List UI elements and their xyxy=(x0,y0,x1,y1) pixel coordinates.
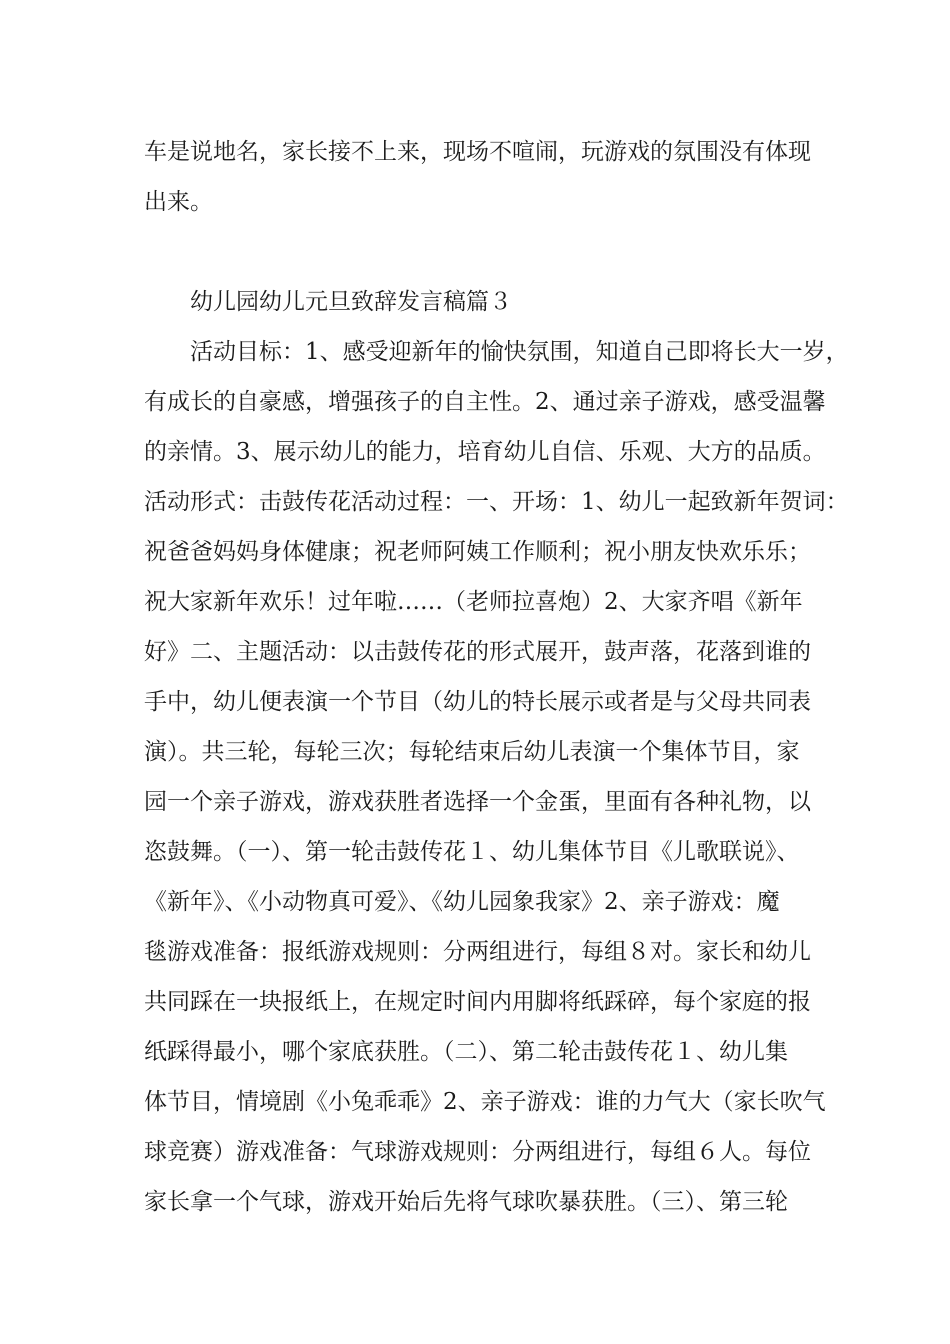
body-line-1: 活动目标：1、感受迎新年的愉快氛围，知道自己即将长大一岁， xyxy=(190,339,849,365)
body-line-4: 活动形式：击鼓传花活动过程：一、开场：1、幼儿一起致新年贺词： xyxy=(144,489,849,515)
body-line-14: 共同踩在一块报纸上，在规定时间内用脚将纸踩碎，每个家庭的报 xyxy=(144,989,811,1015)
body-line-17: 球竞赛）游戏准备：气球游戏规则：分两组进行，每组６人。每位 xyxy=(144,1139,811,1165)
body-line-10: 园一个亲子游戏，游戏获胜者选择一个金蛋，里面有各种礼物，以 xyxy=(144,789,811,815)
body-line-13: 毯游戏准备：报纸游戏规则：分两组进行，每组８对。家长和幼儿 xyxy=(144,939,811,965)
continuation-line-2: 出来。 xyxy=(144,189,213,215)
section-title: 幼儿园幼儿元旦致辞发言稿篇３ xyxy=(190,289,512,315)
body-line-3: 的亲情。3、展示幼儿的能力，培育幼儿自信、乐观、大方的品质。 xyxy=(144,439,826,465)
body-line-5: 祝爸爸妈妈身体健康；祝老师阿姨工作顺利；祝小朋友快欢乐乐； xyxy=(144,539,811,565)
body-line-11: 恣鼓舞。（一）、第一轮击鼓传花１、幼儿集体节目《儿歌联说》、 xyxy=(144,839,800,865)
body-line-8: 手中，幼儿便表演一个节目（幼儿的特长展示或者是与父母共同表 xyxy=(144,689,811,715)
body-line-2: 有成长的自豪感，增强孩子的自主性。2、通过亲子游戏，感受温馨 xyxy=(144,389,826,415)
body-line-15: 纸踩得最小，哪个家底获胜。（二）、第二轮击鼓传花１、幼儿集 xyxy=(144,1039,788,1065)
body-line-16: 体节目，情境剧《小兔乖乖》2、亲子游戏：谁的力气大（家长吹气 xyxy=(144,1089,826,1115)
body-line-18: 家长拿一个气球，游戏开始后先将气球吹暴获胜。（三）、第三轮 xyxy=(144,1189,788,1215)
body-line-12: 《新年》、《小动物真可爱》、《幼儿园象我家》2、亲子游戏：魔 xyxy=(144,889,780,915)
body-line-6: 祝大家新年欢乐！过年啦……（老师拉喜炮）2、大家齐唱《新年 xyxy=(144,589,803,615)
continuation-line-1: 车是说地名，家长接不上来，现场不喧闹，玩游戏的氛围没有体现 xyxy=(144,139,811,165)
body-line-9: 演）。共三轮，每轮三次；每轮结束后幼儿表演一个集体节目，家 xyxy=(144,739,800,765)
body-line-7: 好》二、主题活动：以击鼓传花的形式展开，鼓声落，花落到谁的 xyxy=(144,639,811,665)
